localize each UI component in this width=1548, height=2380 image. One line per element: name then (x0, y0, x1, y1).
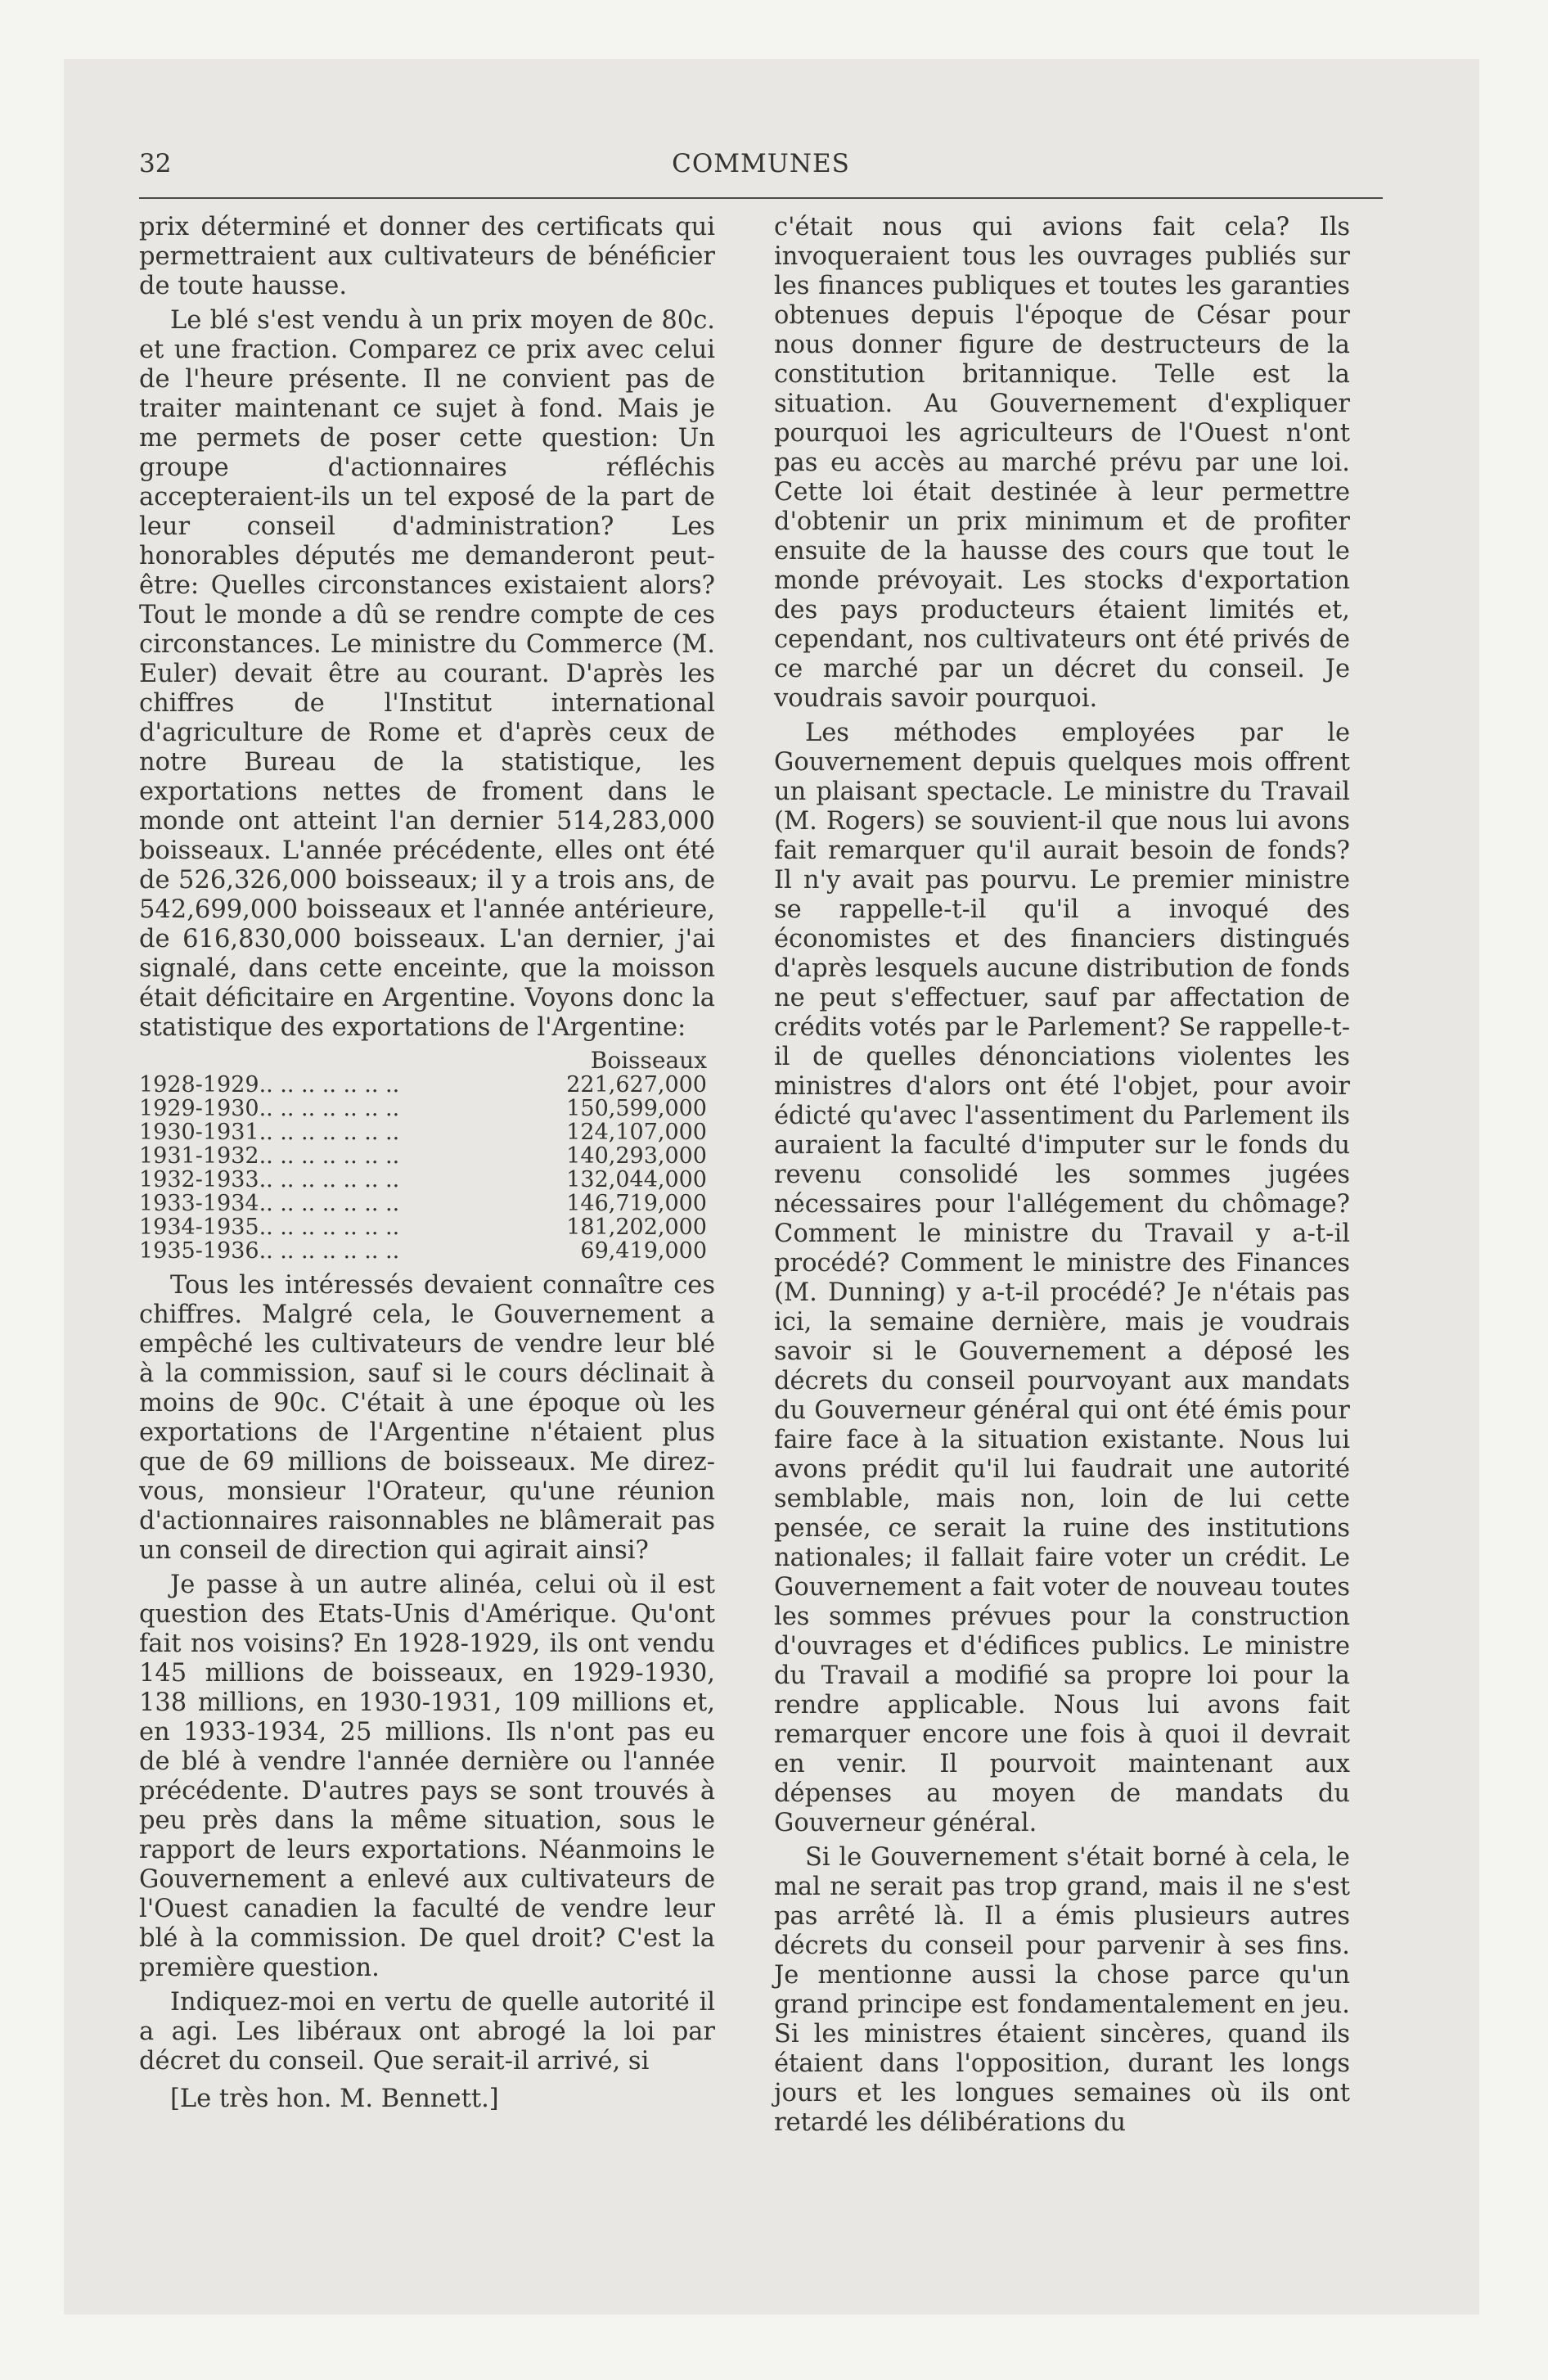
left-paragraph-1: prix déterminé et donner des certificats qui permettraient aux cultivateurs de bénéficier de toute hausse. (139, 213, 715, 300)
year-cell: 1928-1929 (139, 1072, 259, 1098)
year-cell: 1930-1931 (139, 1120, 259, 1145)
year-cell: 1933-1934 (139, 1191, 259, 1216)
header-rule (139, 197, 1383, 199)
table-row: 1928-1929.. .. .. .. .. .. .. 221,627,000 (139, 1073, 715, 1097)
table-row: 1931-1932.. .. .. .. .. .. .. 140,293,000 (139, 1144, 715, 1168)
right-column (774, 213, 1350, 2143)
year-cell: 1932-1933 (139, 1167, 259, 1192)
year-cell: 1931-1932 (139, 1143, 259, 1169)
value-cell: 221,627,000 (566, 1072, 707, 1098)
page-number: 32 (139, 149, 172, 178)
value-cell: 69,419,000 (580, 1238, 707, 1264)
table-header-row (139, 1048, 715, 1073)
left-column (139, 213, 715, 2119)
value-cell: 150,599,000 (566, 1096, 707, 1121)
table-row: 1932-1933.. .. .. .. .. .. .. 132,044,000 (139, 1168, 715, 1192)
value-cell: 132,044,000 (566, 1167, 707, 1192)
year-cell: 1935-1936 (139, 1238, 259, 1264)
page-header (139, 149, 1383, 190)
left-paragraph-2: Le blé s'est vendu à un prix moyen de 80c. et une fraction. Comparez ce prix avec celui de l'heure présente. Il ne convient pas de traiter maintenant ce sujet à fond. Mais je me permets de poser cette question: Un groupe d'actionnaires réfléchis accepteraient-ils un tel exposé de la part de leur conseil d'administration? Les honorables députés me demanderont peut-être: Quelles circonstances existaient alors? Tout le monde a dû se rendre compte de ces circonstances. Le ministre du Commerce (M. Euler) devait être au courant. D'après les chiffres de l'Institut international d'agriculture de Rome et d'après ceux de notre Bureau de la statistique, les exportations nettes de froment dans le monde ont atteint l'an dernier 514,283,000 boisseaux. L'année précédente, elles ont été de 526,326,000 boisseaux; il y a trois ans, de 542,699,000 boisseaux et l'année antérieure, de 616,830,000 boisseaux. L'an dernier, j'ai signalé, dans cette enceinte, que la moisson était déficitaire en Argentine. Voyons donc la statistique des exportations de l'Argentine: (139, 306, 715, 1042)
left-paragraph-3: Tous les intéressés devaient connaître ces chiffres. Malgré cela, le Gouvernement a empêché les cultivateurs de vendre leur blé à la commission, sauf si le cours déclinait à moins de 90c. C'était à une époque où les exportations de l'Argentine n'étaient plus que de 69 millions de boisseaux. Me direz-vous, monsieur l'Orateur, qu'une réunion d'actionnaires raisonnables ne blâmerait pas un conseil de direction qui agirait ainsi? (139, 1271, 715, 1565)
year-cell: 1929-1930 (139, 1096, 259, 1121)
left-paragraph-4: Je passe à un autre alinéa, celui où il est question des Etats-Unis d'Amérique. Qu'ont fait nos voisins? En 1928-1929, ils ont vendu 145 millions de boisseaux, en 1929-1930, 138 millions, en 1930-1931, 109 millions et, en 1933-1934, 25 millions. Ils n'ont pas eu de blé à vendre l'année dernière ou l'année précédente. D'autres pays se sont trouvés à peu près dans la même situation, sous le rapport de leurs exportations. Néanmoins le Gouvernement a enlevé aux cultivateurs de l'Ouest canadien la faculté de vendre leur blé à la commission. De quel droit? C'est la première question. (139, 1571, 715, 1982)
unit-header: Boisseaux (590, 1047, 707, 1074)
value-cell: 124,107,000 (566, 1120, 707, 1145)
running-title: COMMUNES (672, 149, 850, 178)
value-cell: 146,719,000 (566, 1191, 707, 1216)
right-paragraph-2: Les méthodes employées par le Gouvernement depuis quelques mois offrent un plaisant spectacle. Le ministre du Travail (M. Rogers) se souvient-il que nous lui avons fait remarquer qu'il aurait besoin de fonds? Il n'y avait pas pourvu. Le premier ministre se rappelle-t-il qu'il a invoqué des économistes et des financiers distingués d'après lesquels aucune distribution de fonds ne peut s'effectuer, sauf par affectation de crédits votés par le Parlement? Se rappelle-t-il de quelles dénonciations violentes les ministres d'alors ont été l'objet, pour avoir édicté qu'avec l'assentiment du Parlement ils auraient la faculté d'imputer sur le fonds du revenu consolidé les sommes jugées nécessaires pour l'allégement du chômage? Comment le ministre du Travail y a-t-il procédé? Comment le ministre des Finances (M. Dunning) y a-t-il procédé? Je n'étais pas ici, la semaine dernière, mais je voudrais savoir si le Gouvernement a déposé les décrets du conseil pourvoyant aux mandats du Gouverneur général qui ont été émis pour faire face à la situation existante. Nous lui avons prédit qu'il lui faudrait une autorité semblable, mais non, loin de lui cette pensée, ce serait la ruine des institutions nationales; il fallait faire voter un crédit. Le Gouvernement a fait voter de nouveau toutes les sommes prévues pour la construction d'ouvrages et d'édifices publics. Le ministre du Travail a modifié sa propre loi pour la rendre applicable. Nous lui avons fait remarquer encore une fois à quoi il devrait en venir. Il pourvoit maintenant aux dépenses au moyen de mandats du Gouverneur général. (774, 719, 1350, 1837)
speaker-attribution: [Le très hon. M. Bennett.] (170, 2085, 499, 2113)
right-paragraph-3: Si le Gouvernement s'était borné à cela, le mal ne serait pas trop grand, mais il ne s'est pas arrêté là. Il a émis plusieurs autres décrets du conseil pour parvenir à ses fins. Je mentionne aussi la chose parce qu'un grand principe est fondamentalement en jeu. Si les ministres étaient sincères, quand ils étaient dans l'opposition, durant les longs jours et les longues semaines où ils ont retardé les délibérations du (774, 1843, 1350, 2137)
argentina-exports-table (139, 1048, 715, 1263)
year-cell: 1934-1935 (139, 1215, 259, 1240)
table-row: 1935-1936.. .. .. .. .. .. .. 69,419,000 (139, 1239, 715, 1263)
table-row: 1933-1934.. .. .. .. .. .. .. 146,719,000 (139, 1192, 715, 1215)
table-row: 1930-1931.. .. .. .. .. .. .. 124,107,000 (139, 1120, 715, 1144)
table-row: 1929-1930.. .. .. .. .. .. .. 150,599,000 (139, 1097, 715, 1120)
right-paragraph-1: c'était nous qui avions fait cela? Ils invoqueraient tous les ouvrages publiés sur les finances publiques et toutes les garanties obtenues depuis l'époque de César pour nous donner figure de destructeurs de la constitution britannique. Telle est la situation. Au Gouvernement d'expliquer pourquoi les agriculteurs de l'Ouest n'ont pas eu accès au marché prévu par une loi. Cette loi était destinée à leur permettre d'obtenir un prix minimum et de profiter ensuite de la hausse des cours que tout le monde prévoyait. Les stocks d'exportation des pays producteurs étaient limités et, cependant, nos cultivateurs ont été privés de ce marché par un décret du conseil. Je voudrais savoir pourquoi. (774, 213, 1350, 713)
table-row: 1934-1935.. .. .. .. .. .. .. 181,202,000 (139, 1215, 715, 1239)
value-cell: 140,293,000 (566, 1143, 707, 1169)
value-cell: 181,202,000 (566, 1215, 707, 1240)
left-paragraph-5: Indiquez-moi en vertu de quelle autorité il a agi. Les libéraux ont abrogé la loi par décret du conseil. Que serait-il arrivé, si (139, 1988, 715, 2076)
